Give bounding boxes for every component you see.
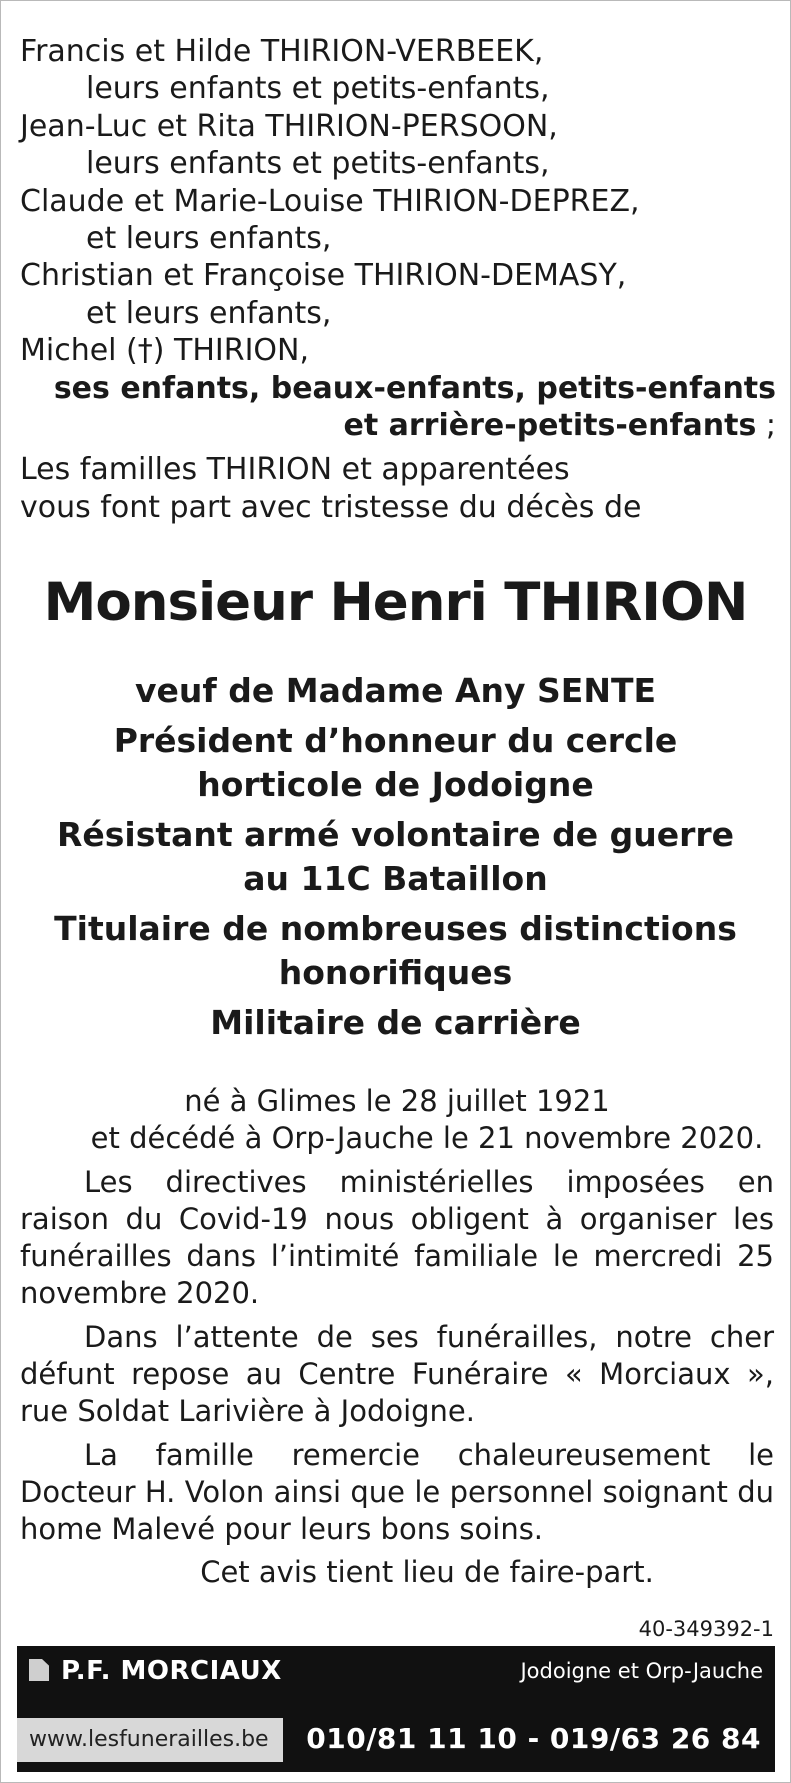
- title-military: Militaire de carrière: [210, 1003, 581, 1042]
- title-widower: veuf de Madame Any SENTE: [135, 671, 656, 710]
- family-line: Michel (†) THIRION,: [20, 333, 310, 369]
- title-resistant: Résistant armé volontaire de guerre au 11C Bataillon: [56, 815, 735, 898]
- website-link[interactable]: www.lesfunerailles.be: [17, 1718, 283, 1762]
- family-line: Christian et Françoise THIRION-DEMASY,: [20, 258, 627, 294]
- family-line: et leurs enfants,: [86, 221, 332, 257]
- family-line: Francis et Hilde THIRION-VERBEEK,: [20, 34, 544, 69]
- birth-line: né à Glimes le 28 juillet 1921: [184, 1084, 610, 1118]
- announcement-intro: [20, 451, 776, 527]
- family-line: et leurs enfants,: [86, 295, 332, 331]
- company-name: P.F. MORCIAUX: [61, 1656, 282, 1686]
- great-grandchildren-line: [20, 407, 776, 444]
- reference-number: 40-349392-1: [638, 1617, 774, 1641]
- company-locations: Jodoigne et Orp-Jauche: [520, 1659, 763, 1683]
- family-line: leurs enfants et petits-enfants,: [86, 71, 550, 107]
- intro-line-2: vous font part avec tristesse du décès de: [20, 490, 642, 525]
- semicolon: ;: [756, 408, 776, 444]
- family-line: Jean-Luc et Rita THIRION-PERSOON,: [20, 108, 558, 144]
- thanks-paragraph: La famille remercie chaleureusement le Docteur H. Volon ainsi que le personnel soignant du home Malevé pour leurs bons soins.: [20, 1438, 774, 1546]
- rest-place-paragraph: Dans l’attente de ses funérailles, notre cher défunt repose au Centre Funéraire « Morciaux », rue Soldat Larivière à Jodoigne.: [20, 1320, 774, 1428]
- title-president: Président d’honneur du cercle horticole de Jodoigne: [113, 721, 678, 804]
- closing-line: Cet avis tient lieu de faire-part.: [200, 1555, 654, 1589]
- deceased-titles: [41, 669, 750, 1051]
- funeral-paragraph: Les directives ministérielles imposées en raison du Covid-19 nous obligent à organiser les funérailles dans l’intimité familiale le mercredi 25 novembre 2020.: [20, 1165, 774, 1310]
- death-line: et décédé à Orp-Jauche le 21 novembre 2020.: [90, 1121, 764, 1155]
- document-icon: [29, 1659, 49, 1681]
- great-grandchildren-text: et arrière-petits-enfants: [343, 408, 757, 444]
- descendants-line: ses enfants, beaux-enfants, petits-enfants: [53, 370, 776, 406]
- family-list: [20, 33, 776, 444]
- deceased-name: Monsieur Henri THIRION: [43, 572, 748, 633]
- family-line: leurs enfants et petits-enfants,: [86, 146, 550, 182]
- notice-body: [20, 1083, 774, 1591]
- family-line: Claude et Marie-Louise THIRION-DEPREZ,: [20, 183, 640, 219]
- title-distinctions: Titulaire de nombreuses distinctions honorifiques: [54, 909, 737, 992]
- funeral-home-banner: [17, 1646, 775, 1772]
- phone-numbers: 010/81 11 10 - 019/63 26 84: [306, 1722, 761, 1755]
- intro-line-1: Les familles THIRION et apparentées: [20, 452, 570, 487]
